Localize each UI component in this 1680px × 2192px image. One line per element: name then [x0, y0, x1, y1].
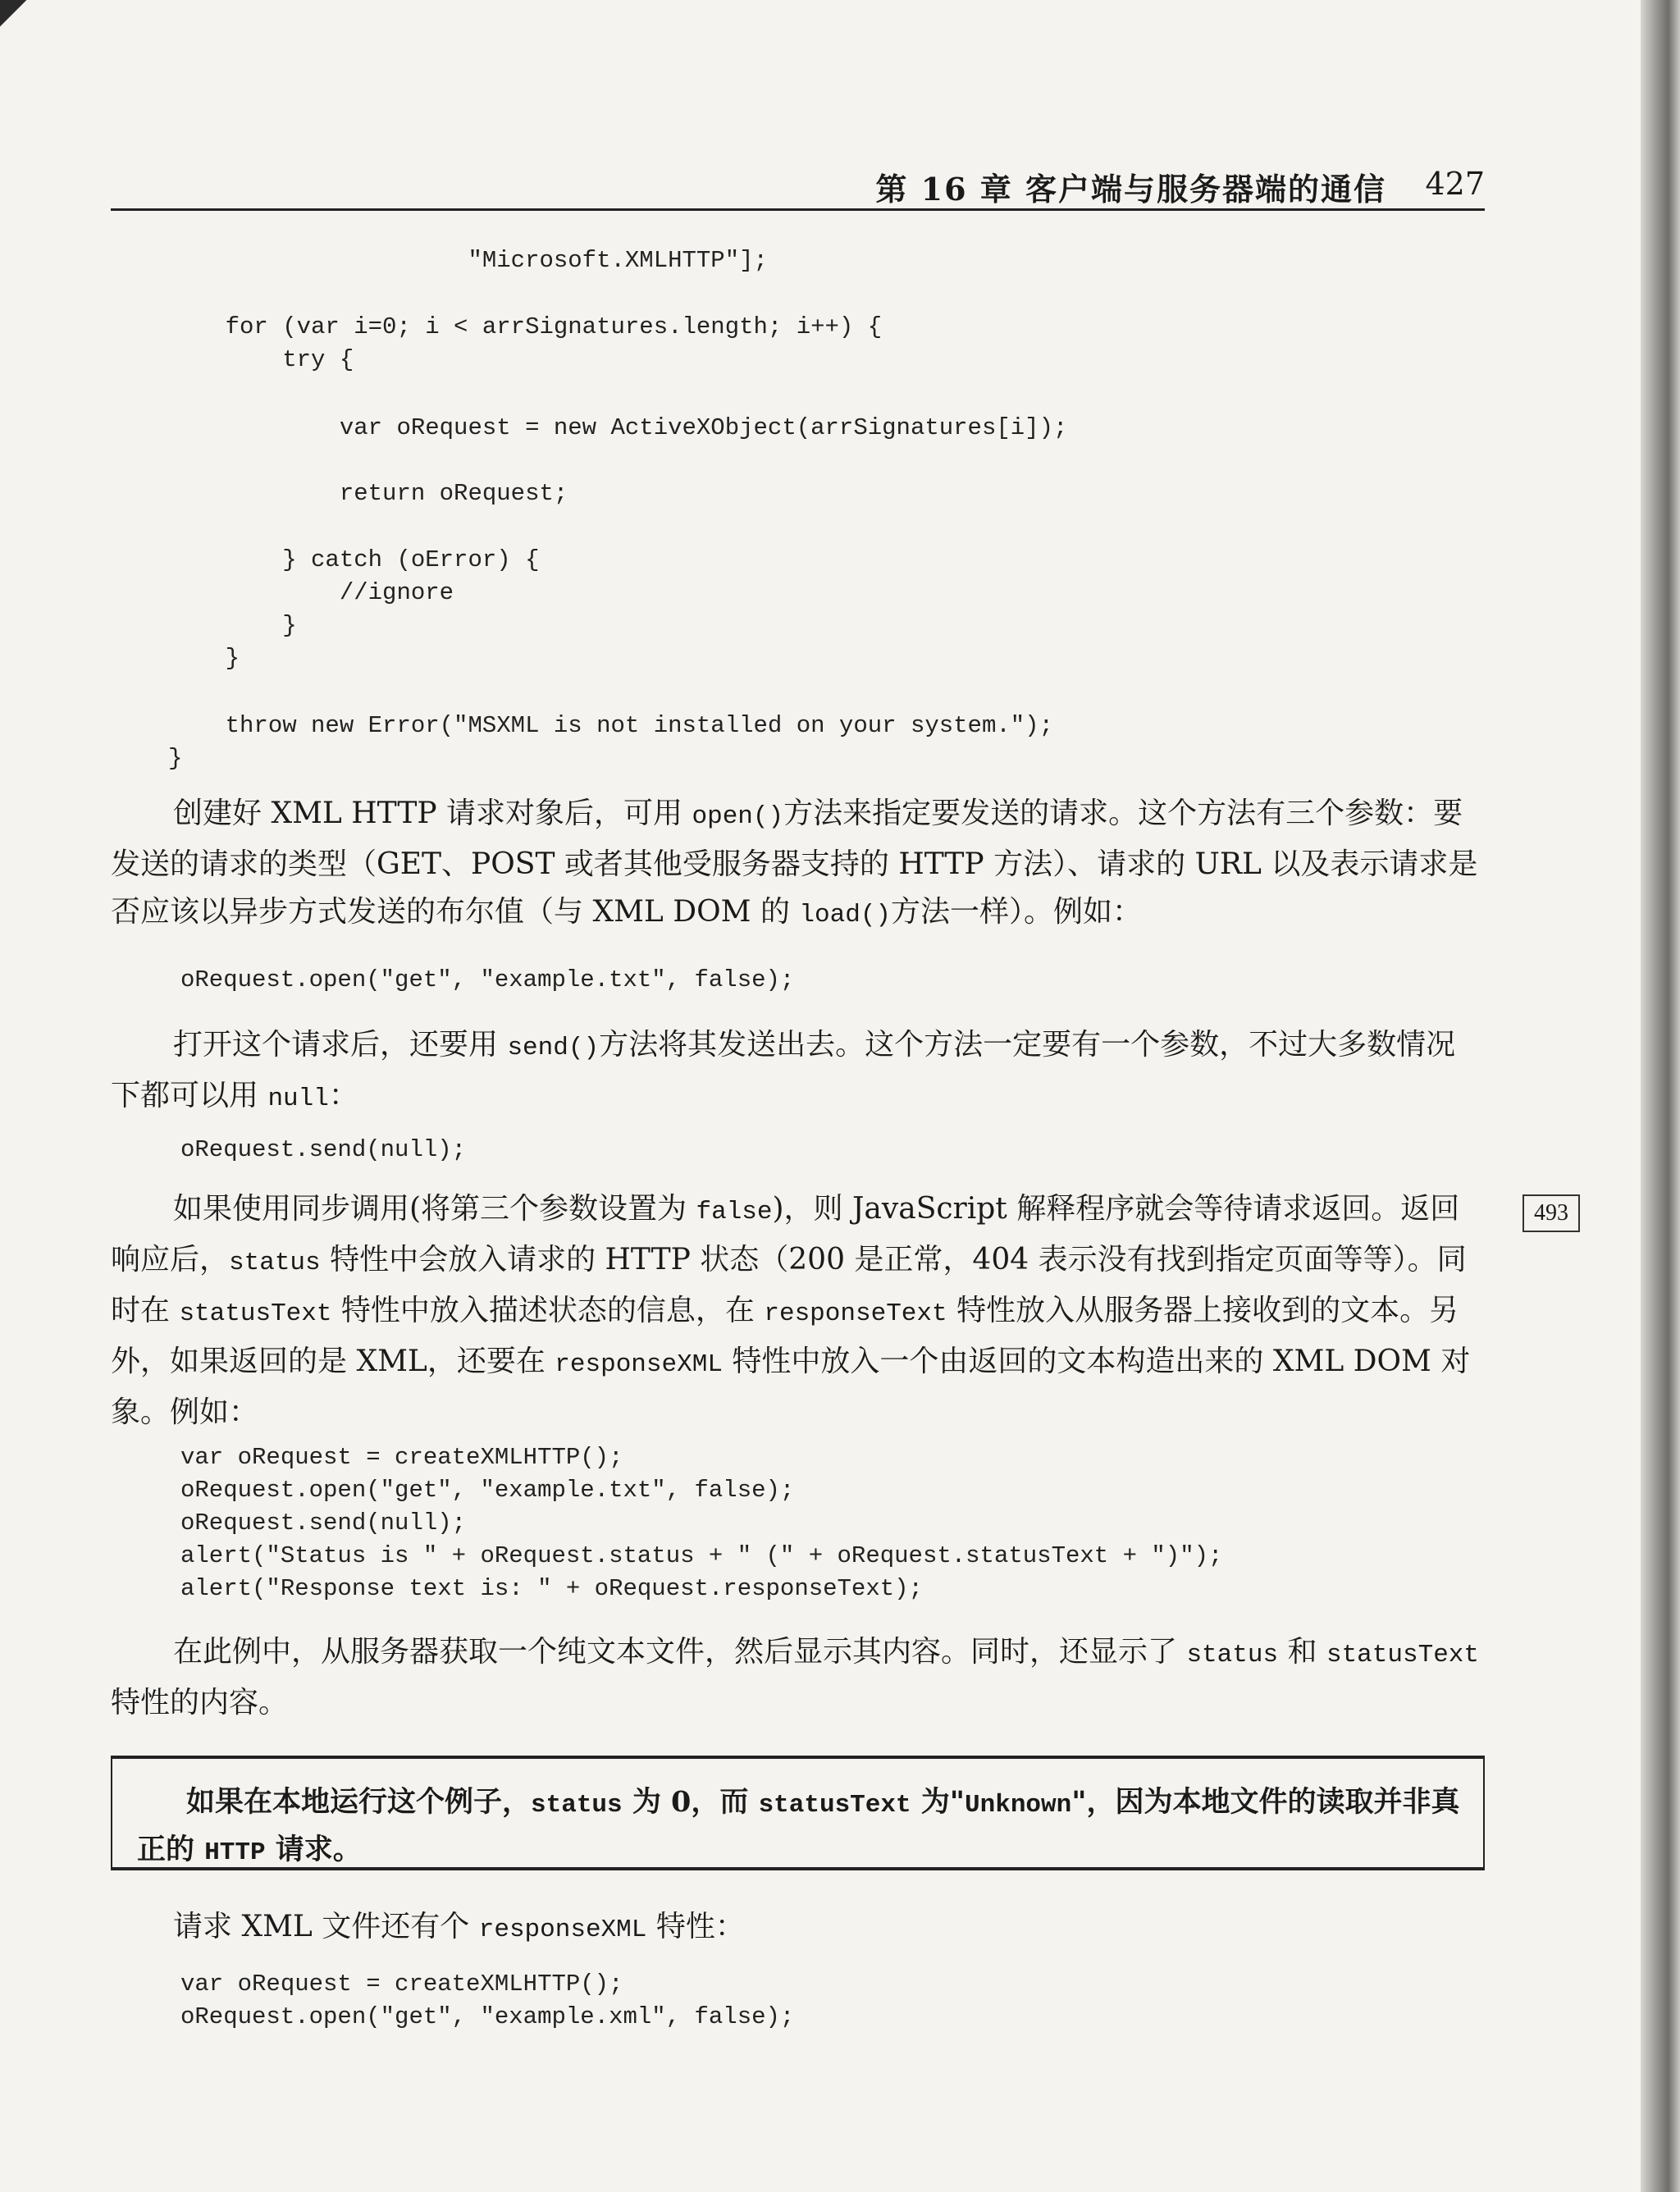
page-number: 427	[1425, 166, 1485, 202]
paragraph-open-method	[111, 790, 1485, 939]
paragraph-send-method	[111, 1021, 1485, 1123]
inline-code: status	[1186, 1641, 1279, 1669]
code-open-example: oRequest.open("get", "example.txt", false);	[180, 966, 795, 993]
text: 特性的内容。	[111, 1686, 289, 1719]
chapter-title: 第 16 章 客户端与服务器端的通信	[875, 171, 1386, 208]
code-line: var oRequest = createXMLHTTP();	[180, 1444, 623, 1471]
code-line: for (var i=0; i < arrSignatures.length; i++) {	[168, 313, 883, 340]
inline-code: statusText	[1326, 1641, 1479, 1669]
text: 请求 XML 文件还有个	[173, 1910, 479, 1943]
code-line: oRequest.open("get", "example.txt", false);	[180, 1477, 795, 1504]
text: "，因为本地文件的读取并非真正的	[137, 1785, 1460, 1866]
inline-code: load()	[799, 901, 892, 929]
inline-code: responseXML	[555, 1350, 723, 1379]
code-line: try {	[168, 346, 354, 373]
inline-code: status	[229, 1249, 321, 1277]
inline-code: HTTP	[204, 1838, 266, 1867]
text: 方法一样）。例如：	[891, 895, 1143, 929]
code-line: }	[168, 645, 240, 672]
text: 方法将其发送出去。这个方法一定要有一个参数，不过大多数情况下都可以用	[111, 1028, 1456, 1112]
inline-code: send()	[507, 1034, 600, 1062]
inline-code: responseXML	[478, 1916, 647, 1944]
inline-code: Unknown	[965, 1791, 1072, 1820]
text: 特性：	[646, 1910, 745, 1943]
text: )，则 JavaScript 解释程序就会等待请求返回。返回响应后，	[111, 1192, 1460, 1276]
inline-code: false	[696, 1198, 773, 1226]
text: 在此例中，从服务器获取一个纯文本文件，然后显示其内容。同时，还显示了	[173, 1635, 1187, 1669]
text: 特性放入从服务器上接收到的文本。另外，如果返回的是 XML，还要在	[111, 1294, 1459, 1378]
code-send-example: oRequest.send(null);	[180, 1136, 467, 1163]
paragraph-responsexml	[111, 1903, 1485, 1954]
margin-page-reference: 493	[1522, 1194, 1580, 1232]
text: ：	[328, 1079, 358, 1112]
text: 创建好 XML HTTP 请求对象后，可用	[173, 797, 692, 830]
text: 和	[1278, 1635, 1326, 1669]
inline-code: open()	[692, 802, 784, 831]
code-line: }	[168, 745, 183, 772]
code-line: var oRequest = new ActiveXObject(arrSignatures[i]);	[168, 414, 1068, 441]
text: 如果在本地运行这个例子，	[186, 1785, 532, 1819]
inline-code: responseText	[764, 1299, 947, 1328]
code-line: throw new Error("MSXML is not installed on your system.");	[168, 712, 1053, 739]
page-header	[111, 158, 1485, 211]
inline-code: null	[267, 1085, 329, 1113]
text: 打开这个请求后，还要用	[173, 1028, 508, 1062]
text: 请求。	[265, 1833, 362, 1866]
inline-code: status	[531, 1791, 623, 1820]
code-line: oRequest.send(null);	[180, 1509, 467, 1537]
text: 为 0，而	[622, 1785, 759, 1819]
text: 特性中会放入请求的 HTTP 状态（200 是正常，404 表示没有找到指定页面等等）。同时在	[111, 1243, 1467, 1327]
text: 方法来指定要发送的请求。这个方法有三个参数：要发送的请求的类型（GET、POST 或者其他受服务器支持的 HTTP 方法）、请求的 URL 以及表示请求是否应该以异步方式发送的布尔值（与 XML DOM 的	[111, 797, 1478, 929]
code-line: } catch (oError) {	[168, 546, 540, 573]
paragraph-example-explanation	[111, 1628, 1485, 1727]
book-spine-shadow	[1641, 0, 1680, 2192]
text: 特性中放入描述状态的信息，在	[331, 1294, 765, 1327]
page-corner-shadow	[0, 0, 33, 33]
code-line: alert("Response text is: " + oRequest.responseText);	[180, 1575, 923, 1602]
note-box	[111, 1756, 1485, 1870]
paragraph-sync-call	[111, 1185, 1485, 1436]
code-line: alert("Status is " + oRequest.status + " (" + oRequest.statusText + ")");	[180, 1542, 1223, 1569]
inline-code: statusText	[179, 1299, 332, 1328]
code-line: }	[168, 612, 297, 639]
code-line: oRequest.open("get", "example.xml", false);	[180, 2003, 795, 2030]
text: 为"	[911, 1785, 966, 1819]
code-line: var oRequest = createXMLHTTP();	[180, 1971, 623, 1998]
text: 如果使用同步调用(将第三个参数设置为	[173, 1192, 696, 1226]
inline-code: statusText	[758, 1791, 911, 1820]
code-line: return oRequest;	[168, 480, 568, 507]
code-line: //ignore	[168, 579, 454, 606]
code-line: "Microsoft.XMLHTTP"];	[168, 247, 768, 274]
text: 特性中放入一个由返回的文本构造出来的 XML DOM 对象。例如：	[111, 1345, 1471, 1429]
